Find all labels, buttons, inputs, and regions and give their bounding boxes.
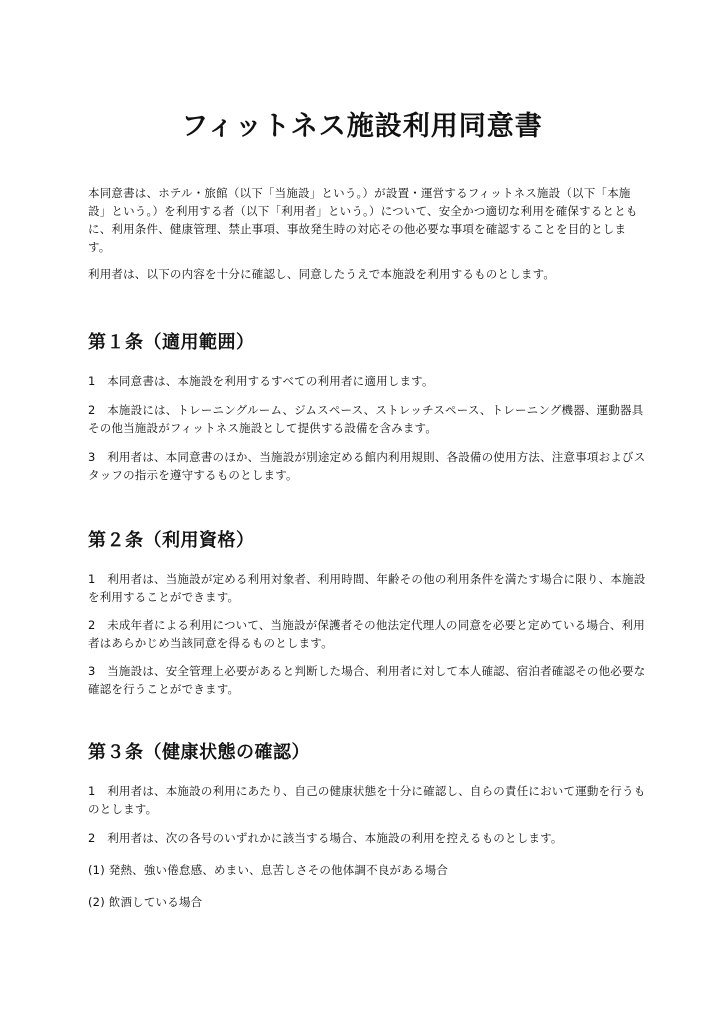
article-2-paragraph-3: 3 当施設は、安全管理上必要があると判断した場合、利用者に対して本人確認、宿泊者確認その他必要な確認を行うことができます。 — [88, 664, 646, 696]
article-3-heading: 第３条（健康状態の確認） — [88, 742, 310, 763]
article-3-paragraph-1: 1 利用者は、本施設の利用にあたり、自己の健康状態を十分に確認し、自らの責任において運動を行うものとします。 — [88, 784, 646, 816]
intro-paragraph: 本同意書は、ホテル・旅館（以下「当施設」という。）が設置・運営するフィットネス施設（以下「本施設」という。）を利用する者（以下「利用者」という。）について、安全かつ適切な利用を確保するとともに、利用条件、健康管理、禁止事項、事故発生時の対応その他必要な事項を確認することを目的とします。 — [88, 186, 638, 254]
article-2-paragraph-1: 1 利用者は、当施設が定める利用対象者、利用時間、年齢その他の利用条件を満たす場合に限り、本施設を利用することができます。 — [88, 572, 646, 604]
article-1-paragraph-3: 3 利用者は、本同意書のほか、当施設が別途定める館内利用規則、各設備の使用方法、注意事項およびスタッフの指示を遵守するものとします。 — [88, 450, 646, 482]
article-1-paragraph-1: 1 本同意書は、本施設を利用するすべての利用者に適用します。 — [88, 374, 434, 388]
article-2-heading: 第２条（利用資格） — [88, 530, 255, 551]
article-3-item-1: (1) 発熱、強い倦怠感、めまい、息苦しさその他体調不良がある場合 — [88, 863, 449, 877]
article-1-paragraph-2: 2 本施設には、トレーニングルーム、ジムスペース、ストレッチスペース、トレーニング機器、運動器具その他当施設がフィットネス施設として提供する設備を含みます。 — [88, 403, 644, 435]
intro-consent-paragraph: 利用者は、以下の内容を十分に確認し、同意したうえで本施設を利用するものとします。 — [88, 267, 556, 281]
article-3-item-2: (2) 飲酒している場合 — [88, 895, 203, 909]
article-1-heading: 第１条（適用範囲） — [88, 332, 255, 353]
article-2-paragraph-2: 2 未成年者による利用について、当施設が保護者その他法定代理人の同意を必要と定めている場合、利用者はあらかじめ当該同意を得るものとします。 — [88, 618, 645, 650]
document-title: フィットネス施設利用同意書 — [181, 111, 543, 142]
article-3-paragraph-2: 2 利用者は、次の各号のいずれかに該当する場合、本施設の利用を控えるものとします。 — [88, 831, 563, 845]
